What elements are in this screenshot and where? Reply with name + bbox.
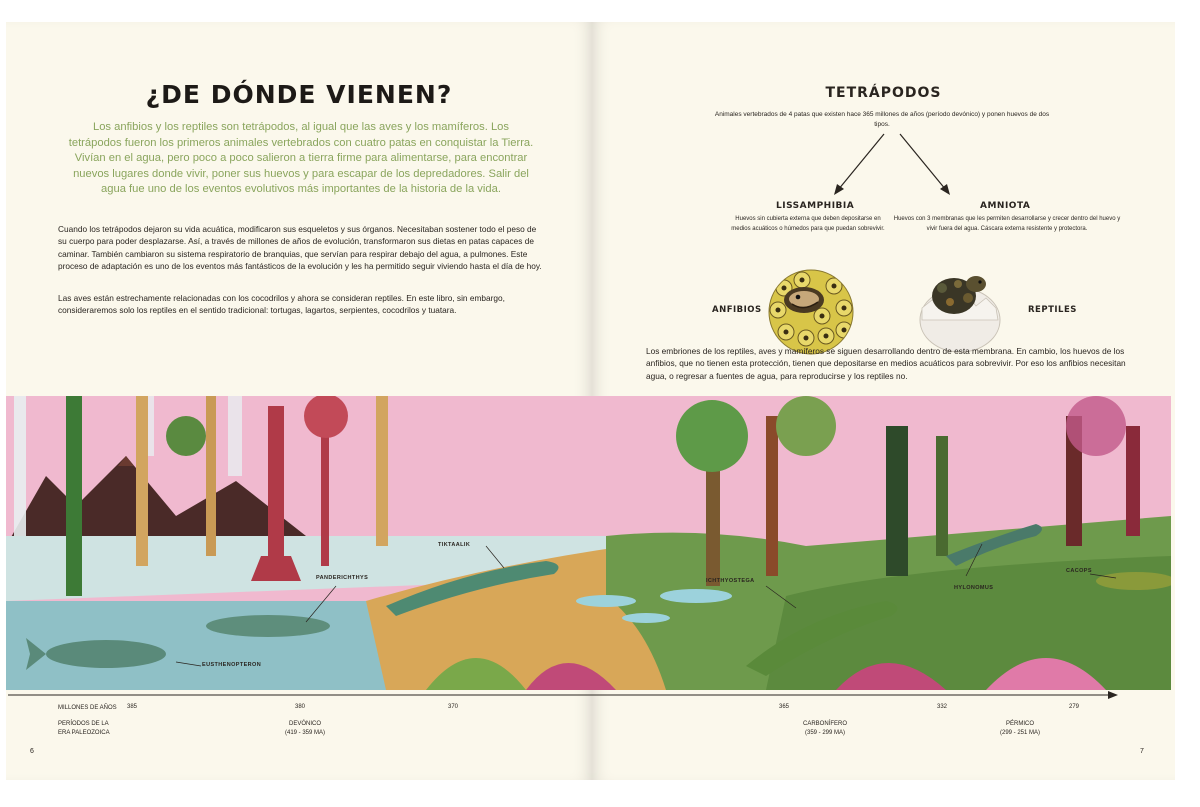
amniota-desc: Huevos con 3 membranas que les permiten desarrollarse y crecer dentro del huevo y vivir fuera del agua. Cáscara externa resistente y protectora.: [893, 216, 1121, 232]
scene-graphic: [6, 396, 1171, 690]
anfibios-label: ANFIBIOS: [712, 305, 762, 315]
tick-332: 332: [937, 704, 948, 710]
timeline-axis: [0, 690, 1200, 710]
label-ichthyostega: ICHTHYOSTEGA: [706, 578, 755, 584]
period-devonico: [270, 720, 340, 738]
membrane-paragraph: Los embriones de los reptiles, aves y mamíferos se siguen desarrollando dentro de esta membrana. En cambio, los huevos de los anfibios, que no tienen esta protección, tienen que depositarse en medios acuáticos para sobrevivir. Por eso los anfibios necesitan agua, o regresar a fuentes de agua, para reproducirse y los reptiles no.: [646, 346, 1126, 381]
intro-paragraph: Los anfibios y los reptiles son tetrápodos, al igual que las aves y los mamíferos. Los tetrápodos fueron los primeros animales vertebrados con cuatro patas en conquistar la Tierra. Vivían en el agua, pero poco a poco salieron a tierra firme para alimentarse, para encontrar nuevos lugares donde vivir, poner sus huevos y para escapar de los depredadores. Salir del agua fue uno de los eventos evolutivos más importantes de la historia de la vida.: [68, 121, 534, 195]
label-tiktaalik: TIKTAALIK: [438, 542, 471, 548]
tetrapodos-title: TETRÁPODOS: [825, 85, 942, 101]
label-panderichthys: PANDERICHTHYS: [316, 575, 369, 581]
period-devonico-range: (419 - 359 MA): [284, 730, 326, 736]
reptile-egg-illustration: [910, 262, 1010, 358]
timeline-axis-label: MILLONES DE AÑOS: [58, 705, 117, 711]
amniota-title: AMNIOTA: [980, 201, 1031, 211]
arrow-right-head: [940, 184, 950, 195]
paleozoic-scene-illustration: [6, 396, 1171, 690]
period-carbonifero: [790, 720, 860, 738]
branch-arrows: [822, 132, 962, 197]
lissamphibia-title: LISSAMPHIBIA: [776, 201, 855, 211]
tetrapodos-subtitle: Animales vertebrados de 4 patas que existen hace 365 millones de años (período devónico) y ponen huevos de dos tipos.: [714, 111, 1050, 128]
label-hylonomus: HYLONOMUS: [954, 585, 994, 591]
arrow-left: [838, 134, 884, 190]
timeline-arrowhead: [1108, 691, 1118, 699]
label-cacops: CACOPS: [1066, 568, 1092, 574]
tick-370: 370: [448, 704, 459, 710]
tick-385: 385: [127, 704, 138, 710]
page-number-left: 6: [30, 748, 34, 755]
tick-365: 365: [779, 704, 790, 710]
tick-279: 279: [1069, 704, 1080, 710]
reptiles-label: REPTILES: [1028, 305, 1077, 315]
body-paragraph-1: Cuando los tetrápodos dejaron su vida acuática, modificaron sus esqueletos y sus órganos. Necesitaban sostener todo el peso de su cuerpo para poder desplazarse. Así, a través de millones de años de evolución, transformaron sus dietas en patas capaces de caminar. También cambiaron su sistema respiratorio de branquias, que servían para respirar debajo del agua, a pulmones. Este proceso de adaptación es uno de los eventos más fantásticos de la evolución y les ha permitido seguir viviendo hasta el día de hoy.: [58, 224, 542, 272]
body-paragraph-2: Las aves están estrechamente relacionadas con los cocodrilos y ahora se consideran reptiles. En este libro, sin embargo, consideraremos solo los reptiles en el sentido tradicional: tortugas, lagartos, serpientes, cocodrilos y tuatara.: [58, 293, 505, 316]
period-permico-range: (299 - 251 MA): [999, 730, 1041, 736]
tick-380: 380: [295, 704, 306, 710]
timeline-periods-label: PERÍODOS DE LA ERA PALEOZOICA: [58, 721, 110, 736]
label-eusthenopteron: EUSTHENOPTERON: [202, 662, 262, 668]
amphibian-eggs-illustration: [764, 268, 860, 356]
page-title: ¿DE DÓNDE VIENEN?: [145, 80, 453, 109]
period-permico-name: PÉRMICO: [1005, 721, 1034, 727]
arrow-right: [900, 134, 946, 190]
lissamphibia-desc: Huevos sin cubierta externa que deben depositarse en medios acuáticos o húmedos para que puedan sobrevivir.: [731, 216, 885, 232]
period-permico: [985, 720, 1055, 738]
arrow-left-head: [834, 184, 844, 195]
period-devonico-name: DEVÓNICO: [288, 721, 321, 727]
page-number-right: 7: [1140, 748, 1144, 755]
period-carbonifero-name: CARBONÍFERO: [802, 721, 847, 727]
period-carbonifero-range: (359 - 299 MA): [804, 730, 846, 736]
